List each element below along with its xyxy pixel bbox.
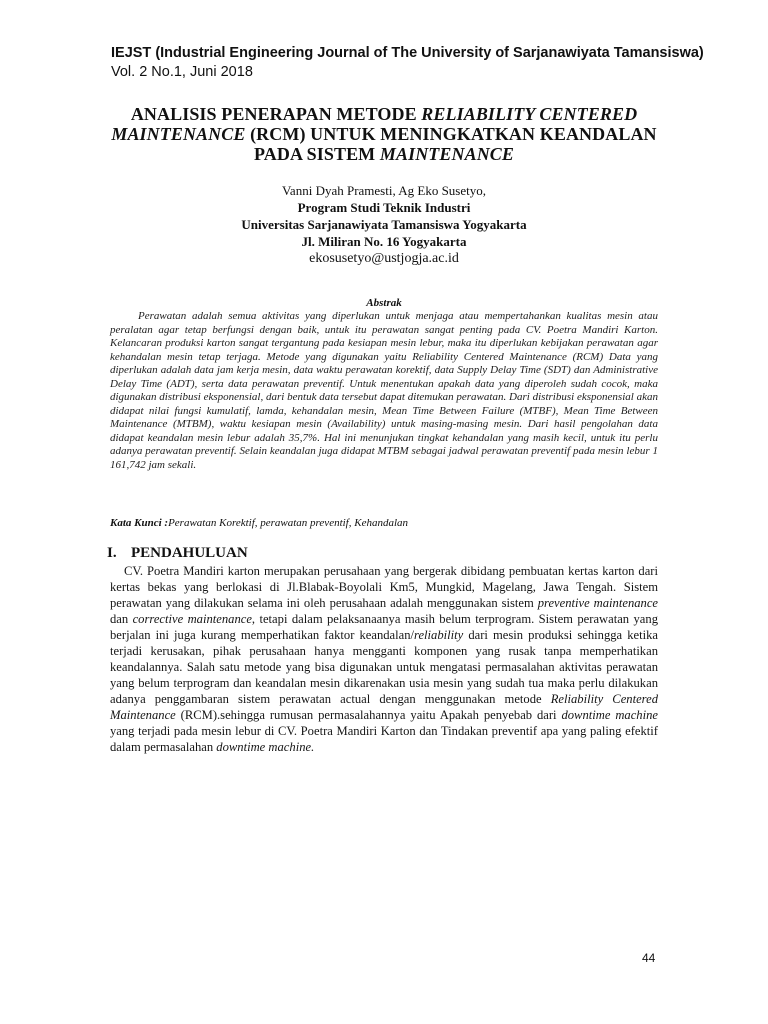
author-email: ekosusetyo@ustjogja.ac.id — [309, 251, 459, 266]
author-block — [110, 182, 658, 267]
section-heading — [107, 545, 248, 562]
abstract-heading: Abstrak — [366, 297, 402, 309]
author-department: Program Studi Teknik Industri — [297, 200, 471, 215]
keywords — [110, 517, 658, 529]
section-title: PENDAHULUAN — [131, 545, 248, 561]
journal-volume: Vol. 2 No.1, Juni 2018 — [111, 64, 253, 80]
journal-name: IEJST (Industrial Engineering Journal of The University of Sarjanawiyata Tamansiswa) — [111, 45, 704, 61]
title-part-4: MAINTENANCE — [379, 144, 515, 164]
paragraph-term: corrective maintenance — [132, 612, 252, 626]
paragraph-term: reliability — [414, 628, 464, 642]
paragraph-text: , tetapi dalam pelaksanaanya masih belum terprogram. Sistem perawatan yang berjalan ini juga kurang memperhatikan faktor keandalan/ — [110, 612, 658, 642]
abstract-text: Perawatan adalah semua aktivitas yang diperlukan untuk menjaga atau mempertahankan kualitas mesin atau peralatan agar tetap berfungsi dengan baik, untuk itu perawatan sangat penting pada CV. Poetra Mandiri Karton. Kelancaran produksi karton sangat tergantung pada kesiapan mesin lebur, maka itu diperlukan kebijakan perawatan agar kehandalan mesin tetap terjaga. Metode yang digunakan yaitu Reliability Centered Maintenance (RCM) Data yang diperlukan adalah data jam kerja mesin, data waktu perawatan korektif, data Supply Delay Time (SDT) dan Administrative Delay Time (ADT), serta data perawatan preventif. Untuk menentukan apakah data yang diperoleh sudah cocok, maka digunakan distribusi eksponensial, dari bentuk data tersebut dapat ditemukan perawatan. Dari distribusi eksponensial akan didapat nilai fungsi kumulatif, lamda, kehandalan mesin, Mean Time Between Failure (MTBF), Mean Time Between Maintenance (MTBM), waktu kesiapan mesin (Availability) untuk masing-masing mesin. Dari hasil pengolahan data didapat keandalan mesin lebur adalah 35,7%. Hal ini menunjukan tingkat kehandalan yang masih kecil, untuk itu perlu adanya perawatan preventif. Selain keandalan juga didapat MTBM sebagai jadwal perawatan preventif pada mesin lebur 1 161,742 jam sekali. — [110, 310, 658, 471]
author-university: Universitas Sarjanawiyata Tamansiswa Yogyakarta — [241, 217, 527, 232]
keywords-label: Kata Kunci : — [110, 517, 169, 529]
section-paragraph — [110, 563, 658, 755]
paragraph-text: yang terjadi pada mesin lebur di CV. Poetra Mandiri Karton dan Tindakan preventif apa yang paling efektif dalam permasalahan — [110, 724, 658, 754]
paragraph-text: dari mesin produksi sehingga ketika terjadi kerusakan, pihak perusahaan hanya mengganti komponen yang rusak tanpa memperhatikan keandalannya. Salah satu metode yang bisa digunakan untuk mengatasi permasalahan aktivitas perawatan yang belum terprogram dan keandalan mesin dikarenakan usia mesin yang sudah tua maka perlu dilakukan adanya penggambaran sistem perawatan actual dengan menggunakan metode — [110, 628, 658, 706]
paragraph-term: Reliability Centered Maintenance — [110, 692, 658, 722]
section-number: I. — [107, 545, 117, 561]
title-part-3: (RCM) UNTUK MENINGKATKAN KEANDALAN PADA SISTEM — [245, 124, 657, 164]
journal-header — [111, 44, 704, 82]
paragraph-text: CV. Poetra Mandiri karton merupakan perusahaan yang bergerak dibidang pembuatan kertas karton dari kertas bekas yang berlokasi di Jl.Blabak-Boyolali Km5, Mungkid, Magelang, Jawa Tengah. Sistem perawatan yang dilakukan selama ini oleh perusahaan adalah menggunakan sistem — [110, 564, 658, 610]
page-number: 44 — [642, 951, 656, 965]
author-address: Jl. Miliran No. 16 Yogyakarta — [301, 234, 467, 249]
author-names: Vanni Dyah Pramesti, Ag Eko Susetyo, — [281, 183, 486, 198]
paragraph-term: downtime machine — [561, 708, 658, 722]
paper-title — [90, 104, 678, 164]
paragraph-text: (RCM).sehingga rumusan permasalahannya yaitu Apakah penyebab dari — [175, 708, 562, 722]
title-part-2: RELIABILITY CENTERED MAINTENANCE — [111, 104, 638, 144]
paragraph-text: dan — [110, 612, 133, 626]
title-part-1: ANALISIS PENERAPAN METODE — [130, 104, 422, 124]
paragraph-term: preventive maintenance — [537, 596, 659, 610]
paragraph-term: downtime machine. — [216, 740, 315, 754]
keywords-text: Perawatan Korektif, perawatan preventif, Kehandalan — [168, 517, 409, 529]
